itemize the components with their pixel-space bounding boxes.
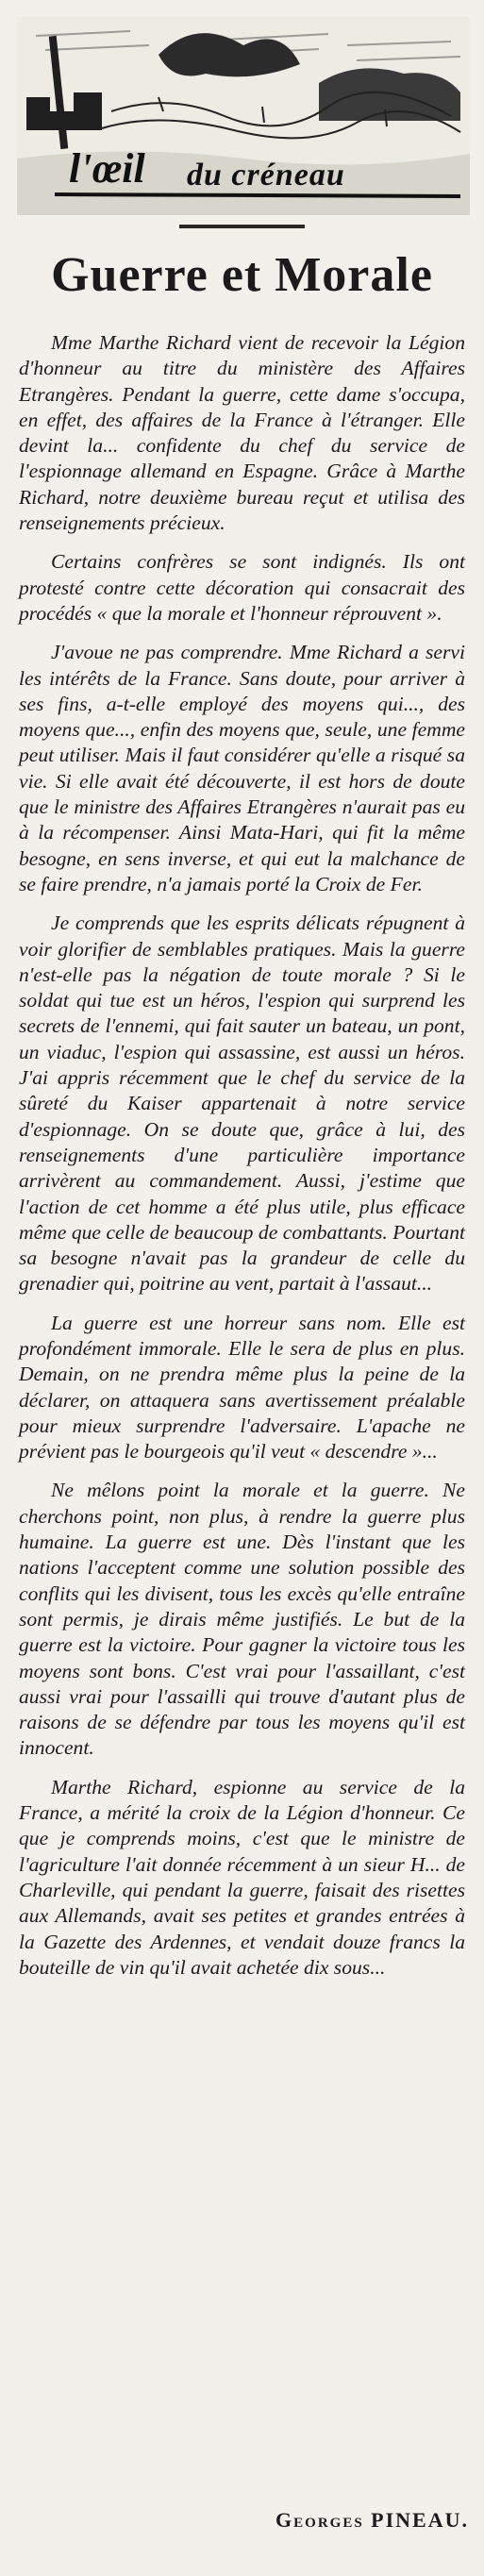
masthead-illustration <box>17 17 470 215</box>
article-paragraph: J'avoue ne pas comprendre. Mme Richard a servi les intérêts de la France. Sans doute, pour arriver à ses fins, a-t-elle employé des moyens qui..., des moyens que..., enfin des moyens que, seule, une femme peut utiliser. Mais il faut considérer qu'elle a risqué sa vie. Si elle avait été découverte, il est hors de doute que le ministre des Affaires Etrangères n'aurait pas eu à la récompenser. Ainsi Mata-Hari, qui fit la même besogne, en sens inverse, et qui eut la malchance de se faire prendre, n'a jamais porté la Croix de Fer. <box>19 641 465 895</box>
article-paragraph: Certains confrères se sont indignés. Ils ont protesté contre cette décoration qui consacrait des procédés « que la morale et l'honneur réprouvent ». <box>19 550 465 625</box>
article-paragraph: Mme Marthe Richard vient de recevoir la Légion d'honneur au titre du ministère des Affaires Etrangères. Pendant la guerre, cette dame s'occupa, en effet, des affaires de la France à l'étranger. Elle devint la... confidente du chef du service de l'espionnage allemand en Espagne. Grâce à Marthe Richard, notre deuxième bureau reçut et utilisa des renseignements précieux. <box>19 331 465 535</box>
author-byline: Georges PINEAU. <box>275 2508 469 2532</box>
article-paragraph: Ne mêlons point la morale et la guerre. Ne cherchons point, non plus, à rendre la guerre plus humaine. La guerre est une. Dès l'instant que les nations l'acceptent comme une solution possible des conflits qui les divisent, tous les excès qu'elle entraîne sont permis, je dirais même justifiés. Le but de la guerre est la victoire. Pour gagner la victoire tous les moyens sont bons. C'est vrai pour l'assaillant, c'est aussi vrai pour l'assailli qui trouve d'autant plus de raisons de se défendre par tous les moyens qu'il est innocent. <box>19 1479 465 1760</box>
article-body <box>19 330 465 1994</box>
article-paragraph: Je comprends que les esprits délicats répugnent à voir glorifier de semblables pratiques. Mais la guerre n'est-elle pas la négation de toute morale ? Si le soldat qui tue est un héros, l'espion qui surprend les secrets de l'ennemi, qui fait sauter un bateau, un pont, un viaduc, l'espion qui assassine, est aussi un héros. J'ai appris récemment que le chef du service de la sûreté du Kaiser appartenait à notre service d'espionnage. On se doute que, grâce à lui, des renseignements d'une particulière importance arrivèrent au commandement. Aussi, j'estime que l'action de cet homme a été plus utile, plus efficace même que celle de beaucoup de combattants. Pourtant sa besogne n'avait pas la grandeur de celle du grenadier qui, poitrine au vent, partait à l'assaut... <box>19 912 465 1296</box>
svg-text:du créneau: du créneau <box>187 158 345 192</box>
article-title: Guerre et Morale <box>51 248 433 302</box>
svg-text:l'œil: l'œil <box>69 145 145 192</box>
article-paragraph: Marthe Richard, espionne au service de la France, a mérité la croix de la Légion d'honneur. Ce que je comprends moins, c'est que le ministre de l'agriculture l'ait donnée récemment à un sieur H... de Charleville, qui pendant la guerre, faisait des risettes aux Allemands, avait ses petites et grandes entrées à la Gazette des Ardennes, et vendait douze francs la bouteille de vin qu'il avait achetée dix sous... <box>19 1775 465 1979</box>
article-paragraph: La guerre est une horreur sans nom. Elle est profondément immorale. Elle le sera de plus en plus. Demain, on ne prendra même plus la peine de la déclarer, on attaquera sans avertissement préalable pour mieux surprendre l'adversaire. L'apache ne prévient pas le bourgeois qu'il veut « descendre »... <box>19 1311 465 1464</box>
title-separator-rule <box>179 225 305 228</box>
